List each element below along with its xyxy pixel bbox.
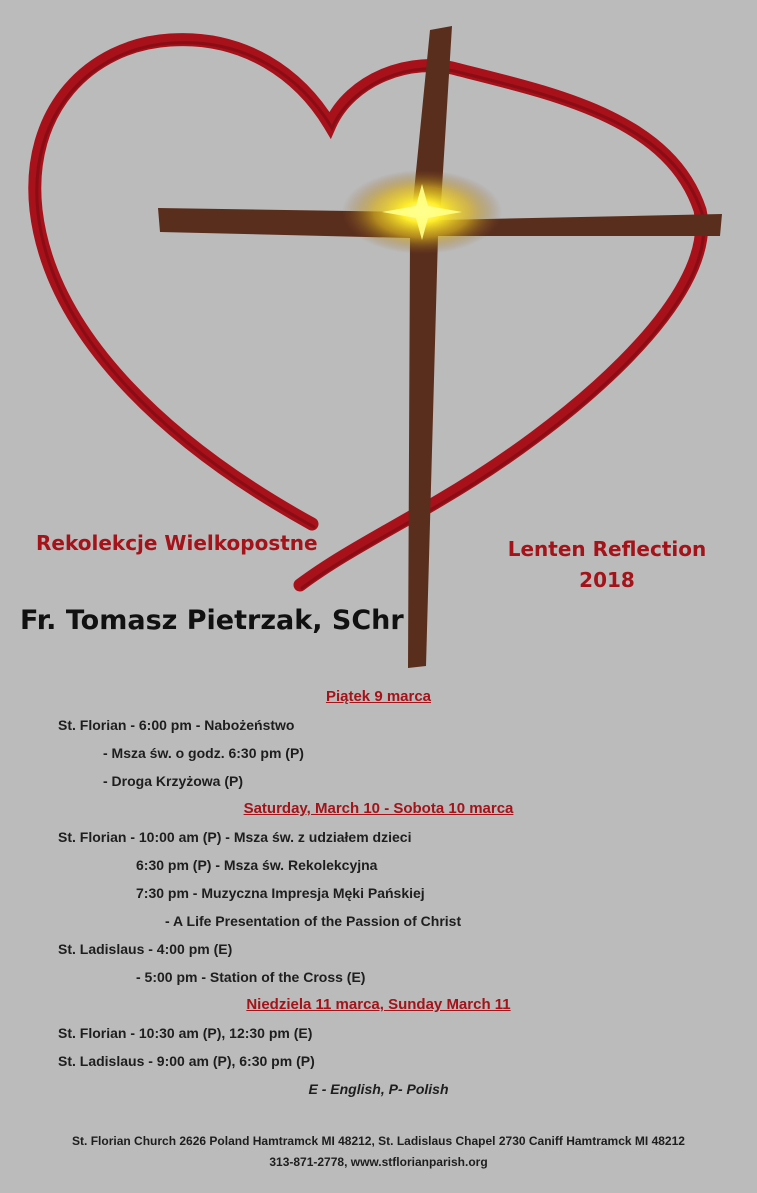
saturday-heading: Saturday, March 10 - Sobota 10 marca xyxy=(243,800,514,817)
schedule-line: 6:30 pm (P) - Msza św. Rekolekcyjna xyxy=(136,857,378,873)
title-year: 2018 xyxy=(579,568,635,592)
schedule-line: - A Life Presentation of the Passion of Christ xyxy=(165,913,462,929)
schedule-line: St. Florian - 10:30 am (P), 12:30 pm (E) xyxy=(58,1025,313,1041)
schedule-line: St. Florian - 6:00 pm - Nabożeństwo xyxy=(58,717,295,733)
schedule-line: 7:30 pm - Muzyczna Impresja Męki Pańskiej xyxy=(136,885,425,901)
friday-heading: Piątek 9 marca xyxy=(325,688,432,705)
schedule xyxy=(0,683,757,1103)
footer-address: St. Florian Church 2626 Poland Hamtramck MI 48212, St. Ladislaus Chapel 2730 Caniff Hamtramck MI 48212 xyxy=(72,1134,685,1148)
schedule-line: - 5:00 pm - Station of the Cross (E) xyxy=(136,969,366,985)
language-legend: E - English, P- Polish xyxy=(308,1081,449,1097)
footer-contact: 313-871-2778, www.stflorianparish.org xyxy=(269,1155,488,1169)
priest-name: Fr. Tomasz Pietrzak, SChr xyxy=(20,605,404,636)
schedule-line: - Msza św. o godz. 6:30 pm (P) xyxy=(103,745,304,761)
schedule-line: St. Florian - 10:00 am (P) - Msza św. z udziałem dzieci xyxy=(58,829,412,845)
title-polish: Rekolekcje Wielkopostne xyxy=(36,531,318,555)
schedule-line: St. Ladislaus - 9:00 am (P), 6:30 pm (P) xyxy=(58,1053,315,1069)
footer xyxy=(0,1131,757,1173)
sunday-heading: Niedziela 11 marca, Sunday March 11 xyxy=(246,996,511,1013)
title-english: Lenten Reflection xyxy=(507,537,707,561)
heart-icon xyxy=(35,40,702,585)
schedule-line: St. Ladislaus - 4:00 pm (E) xyxy=(58,941,233,957)
schedule-line: - Droga Krzyżowa (P) xyxy=(103,773,244,789)
title-english-block xyxy=(498,534,716,596)
